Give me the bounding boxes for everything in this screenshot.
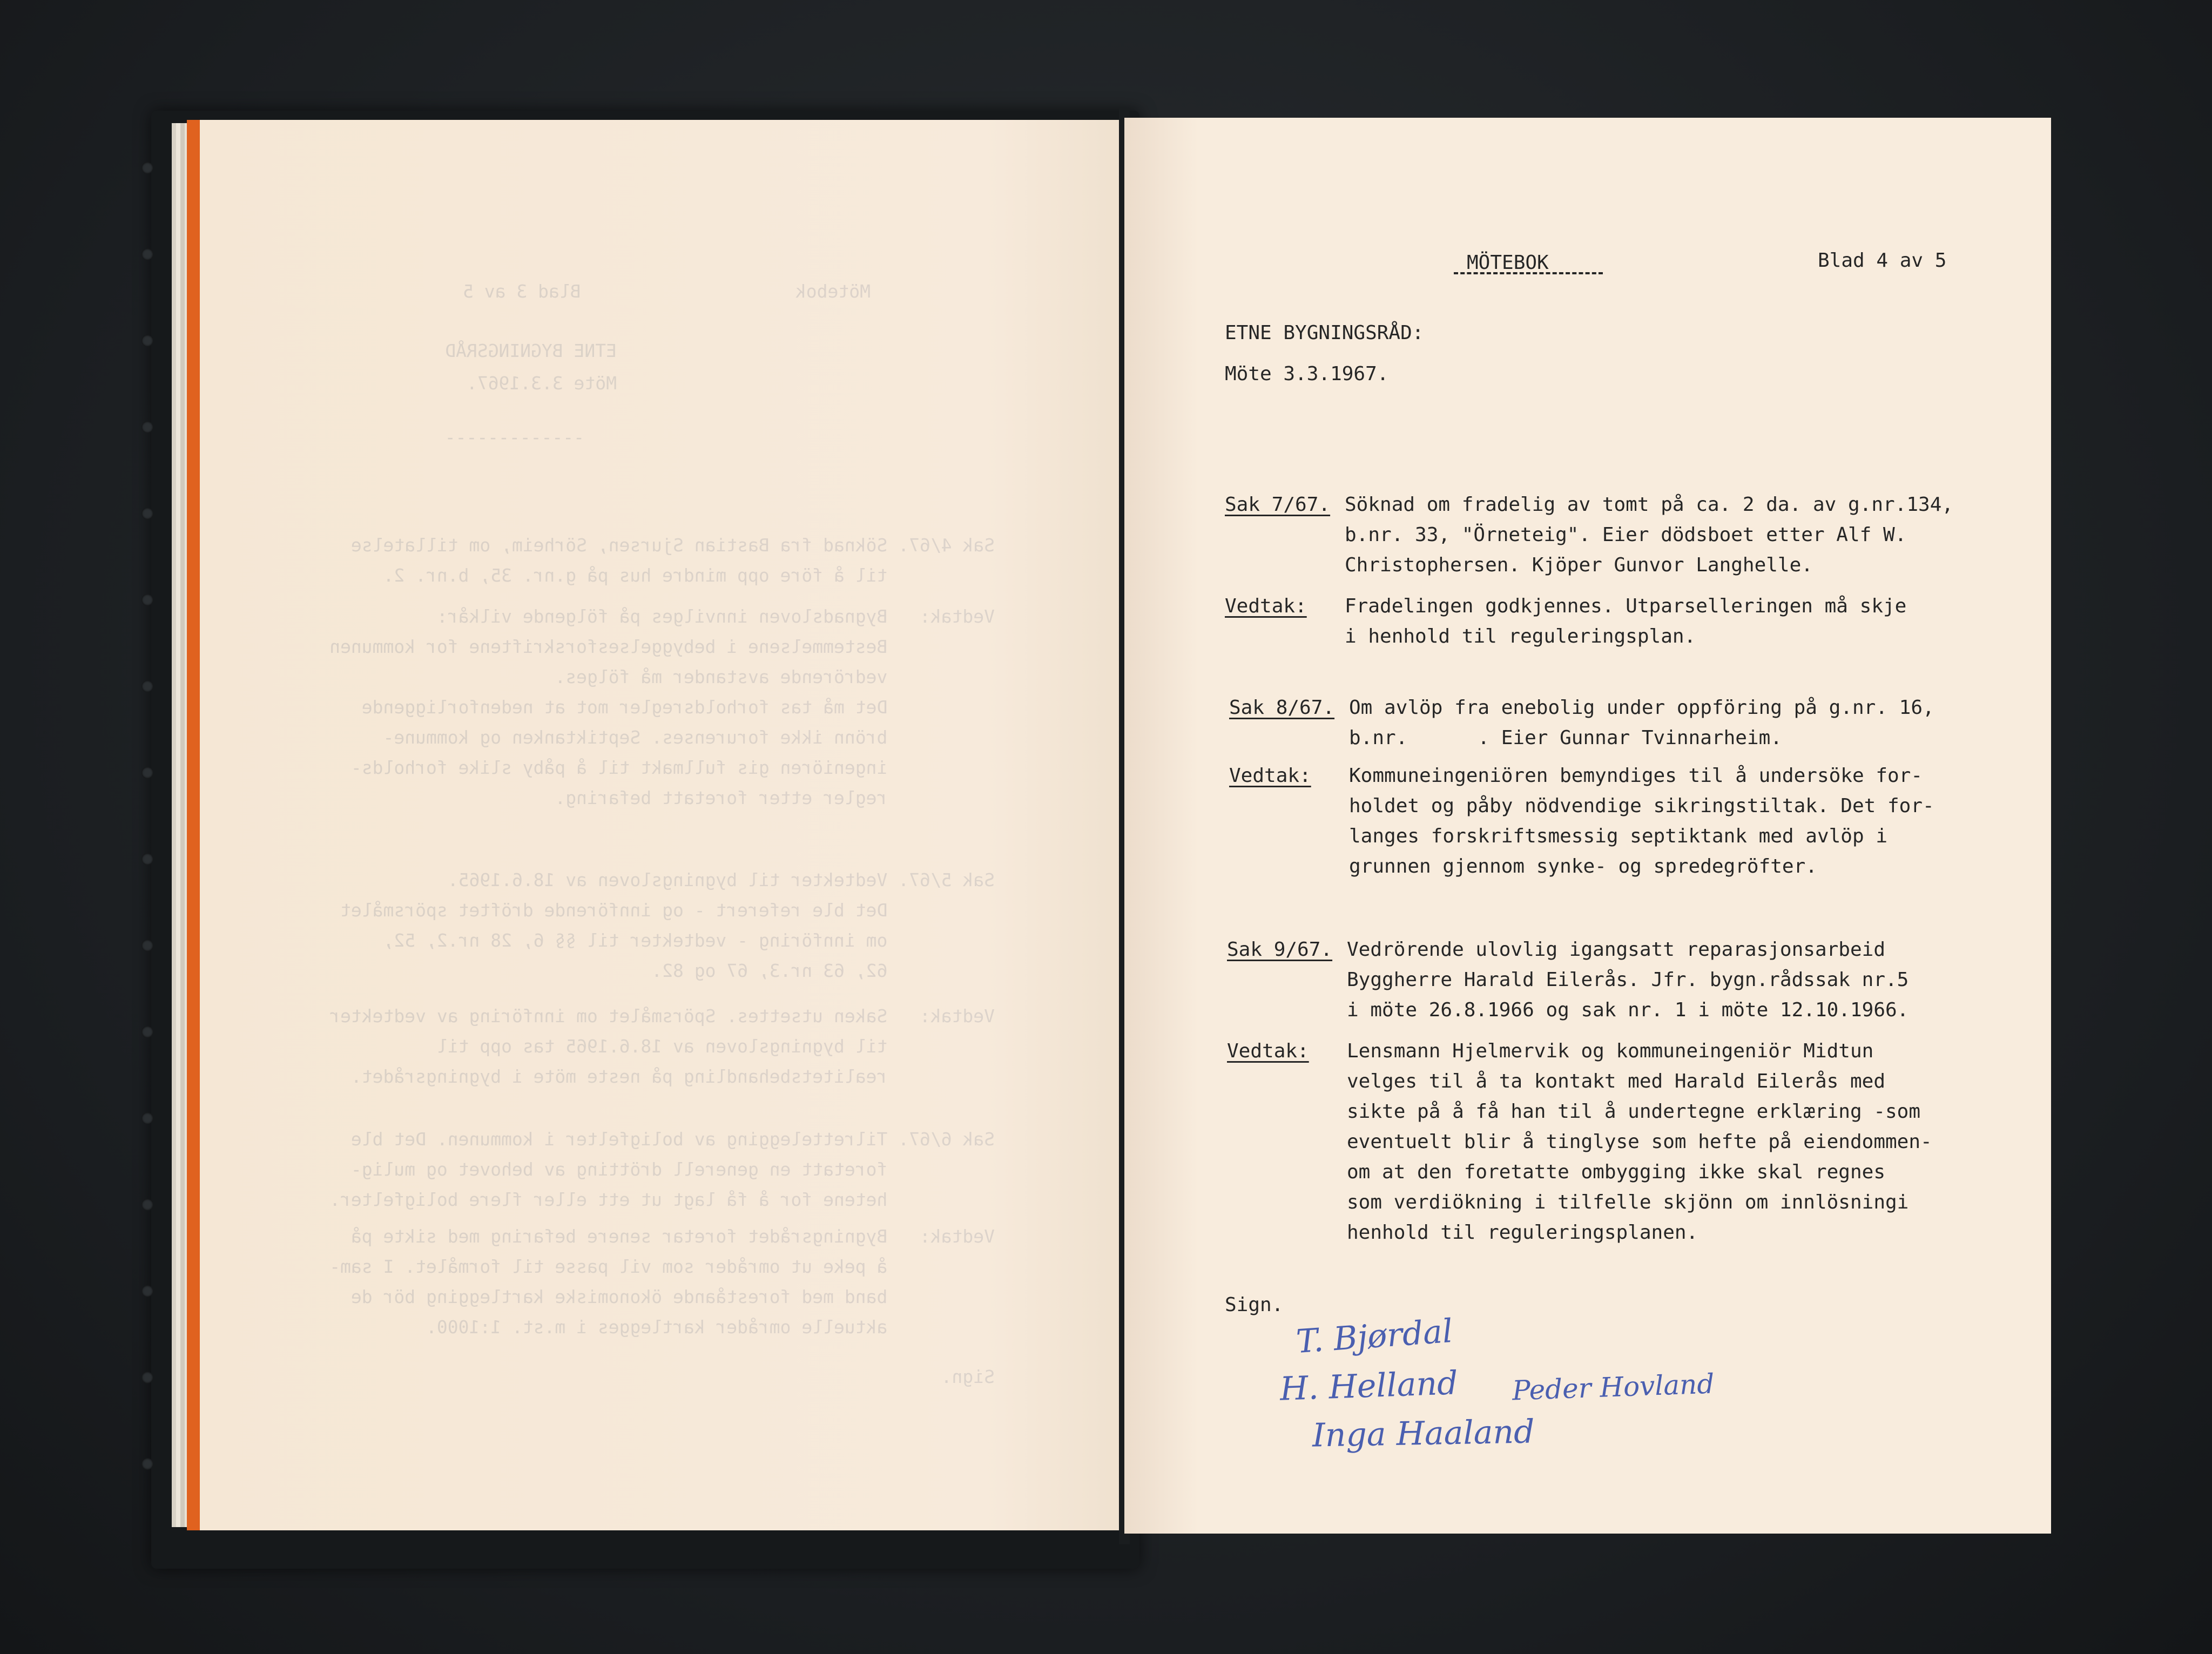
ghost-line: Vedtak: Bygningsrådet foretar senere befaring med sikte på xyxy=(350,1226,995,1247)
ghost-line: å peke ut områder som vil passe til formålet. I sam- xyxy=(329,1256,995,1277)
decision-text-line: grunnen gjennom synke- og spredegröfter. xyxy=(1349,855,1817,877)
decision-label: Vedtak: xyxy=(1225,595,1307,617)
board-title: ETNE BYGNINGSRÅD: xyxy=(1225,322,1424,344)
ghost-line: til bygningsloven av 18.6.1965 tas opp til xyxy=(436,1036,995,1057)
decision-text-line: henhold til reguleringsplanen. xyxy=(1347,1221,1698,1244)
case-text-line: Byggherre Harald Eilerås. Jfr. bygn.rådssak nr.5 xyxy=(1347,969,1909,991)
ghost-line: Sign. xyxy=(941,1366,995,1387)
ghost-line: Vedtak: Saken utsettes. Spörsmålet om innföring av vedtekter xyxy=(329,1005,995,1027)
case-text-line: i möte 26.8.1966 og sak nr. 1 i möte 12.10.1966. xyxy=(1347,999,1909,1021)
ghost-line: regler etter foretatt befaring. xyxy=(555,787,995,808)
decision-label: Vedtak: xyxy=(1227,1040,1309,1062)
ghost-line: Sak 4/67. Söknad fra Bastian Sjursen, Sörheim, om tillatelse xyxy=(350,535,995,556)
header-title: MÖTEBOK xyxy=(1467,252,1549,274)
decision-text-line: Kommuneingeniören bemyndiges til å undersöke for- xyxy=(1349,765,1923,787)
left-page xyxy=(200,120,1124,1530)
ghost-line: ------------- xyxy=(444,427,584,448)
binder-holes xyxy=(141,0,154,1654)
ghost-line: Det må tas forholdsregler mot at nedenforliggende xyxy=(361,697,995,718)
decision-text-line: i henhold til reguleringsplan. xyxy=(1345,625,1696,647)
case-text-line: Vedrörende ulovlig igangsatt reparasjonsarbeid xyxy=(1347,939,1885,961)
decision-text-line: sikte på å få han til å undertegne erklæring -som xyxy=(1347,1101,1921,1123)
case-text-line: Om avlöp fra enebolig under oppföring på g.nr. 16, xyxy=(1349,697,1934,719)
case-text-line: Söknad om fradelig av tomt på ca. 2 da. av g.nr.134, xyxy=(1345,494,1954,516)
decision-text-line: holdet og påby nödvendige sikringstiltak. Det for- xyxy=(1349,795,1934,817)
decision-text-line: Lensmann Hjelmervik og kommuneingeniör Midtun xyxy=(1347,1040,1874,1062)
sheet-number: Blad 4 av 5 xyxy=(1818,249,1947,272)
decision-text-line: som verdiökning i tilfelle skjönn om innlösningi xyxy=(1347,1191,1909,1213)
case-text-line: b.nr. 33, "Örneteig". Eier dödsboet etter Alf W. xyxy=(1345,524,1907,546)
ghost-line: band med foreståande ökonomiske kartlegging bör de xyxy=(350,1286,995,1307)
ghost-line: Vedtak: Bygnadsloven innvilges på fölgende vilkår: xyxy=(436,606,995,627)
decision-text-line: langes forskriftsmessig septiktank med avlöp i xyxy=(1349,825,1887,847)
case-label: Sak 7/67. xyxy=(1225,494,1331,516)
ghost-line: Sak 5/67. Vedtekter til bygningsloven av 18.6.1965. xyxy=(447,869,995,890)
ghost-line: ETNE BYGNINGSRÅD xyxy=(445,340,617,361)
ghost-line: hetene for å få lagt ut ett eller flere boligfelter. xyxy=(329,1189,995,1210)
case-text-line: Christophersen. Kjöper Gunvor Langhelle. xyxy=(1345,554,1813,576)
sign-label: Sign. xyxy=(1225,1294,1284,1316)
ghost-line: ingeniören gis fullmakt til å påby slike forholds- xyxy=(350,757,995,778)
ghost-line: foretatt en generell drötting av behovet og mulig- xyxy=(350,1159,995,1180)
signature: Peder Hovland xyxy=(1512,1368,1715,1407)
ghost-line: realitetsbehandling på neste möte i bygningsrådet. xyxy=(350,1066,995,1087)
dashed-divider xyxy=(1454,272,1603,274)
decision-text-line: velges til å ta kontakt med Harald Eilerås med xyxy=(1347,1070,1885,1092)
ghost-line: brönn ikke forurenses. Septiktanken og kommune- xyxy=(383,727,995,748)
ghost-line: 62, 63 nr.3, 67 og 82. xyxy=(651,960,995,981)
meeting-date: Möte 3.3.1967. xyxy=(1225,363,1389,385)
ghost-line: Sak 6/67. Tilrettelegging av boligfelter i kommunen. Det ble xyxy=(350,1129,995,1150)
signature: T. Bjørdal xyxy=(1294,1312,1454,1361)
signature: H. Helland xyxy=(1279,1364,1459,1408)
ghost-line: Det ble referert - og innförende dröftet spörsmålet xyxy=(340,900,995,921)
ghost-line: til å före opp mindre hus på g.nr. 35, b.nr. 2. xyxy=(383,565,995,586)
decision-label: Vedtak: xyxy=(1229,765,1311,787)
ghost-line: Mötebok Blad 3 av 5 xyxy=(463,281,871,302)
ghost-line: Möte 3.3.1967. xyxy=(466,373,617,394)
signature: Inga Haaland xyxy=(1312,1413,1535,1455)
bleed-through-text xyxy=(200,120,1124,1530)
case-label: Sak 8/67. xyxy=(1229,697,1335,719)
case-label: Sak 9/67. xyxy=(1227,939,1333,961)
ghost-line: vedrörende avstander må fölges. xyxy=(555,666,995,687)
decision-text-line: eventuelt blir å tinglyse som hefte på eiendommen- xyxy=(1347,1131,1932,1153)
ghost-line: om innföring - vedtekter til §§ 6, 28 nr.2, 52, xyxy=(383,930,995,951)
ghost-line: aktuelle områder kartlegges i m.st. 1:1000. xyxy=(426,1317,995,1338)
case-text-line: b.nr. . Eier Gunnar Tvinnarheim. xyxy=(1349,727,1782,749)
right-page xyxy=(1124,118,2051,1534)
ghost-line: Bestemmelsene i bebyggelsesforskriftene for kommunen xyxy=(329,636,995,657)
decision-text-line: Fradelingen godkjennes. Utparselleringen må skje xyxy=(1345,595,1907,617)
decision-text-line: om at den foretatte ombygging ikke skal regnes xyxy=(1347,1161,1885,1183)
orange-divider-sheet xyxy=(187,120,200,1530)
